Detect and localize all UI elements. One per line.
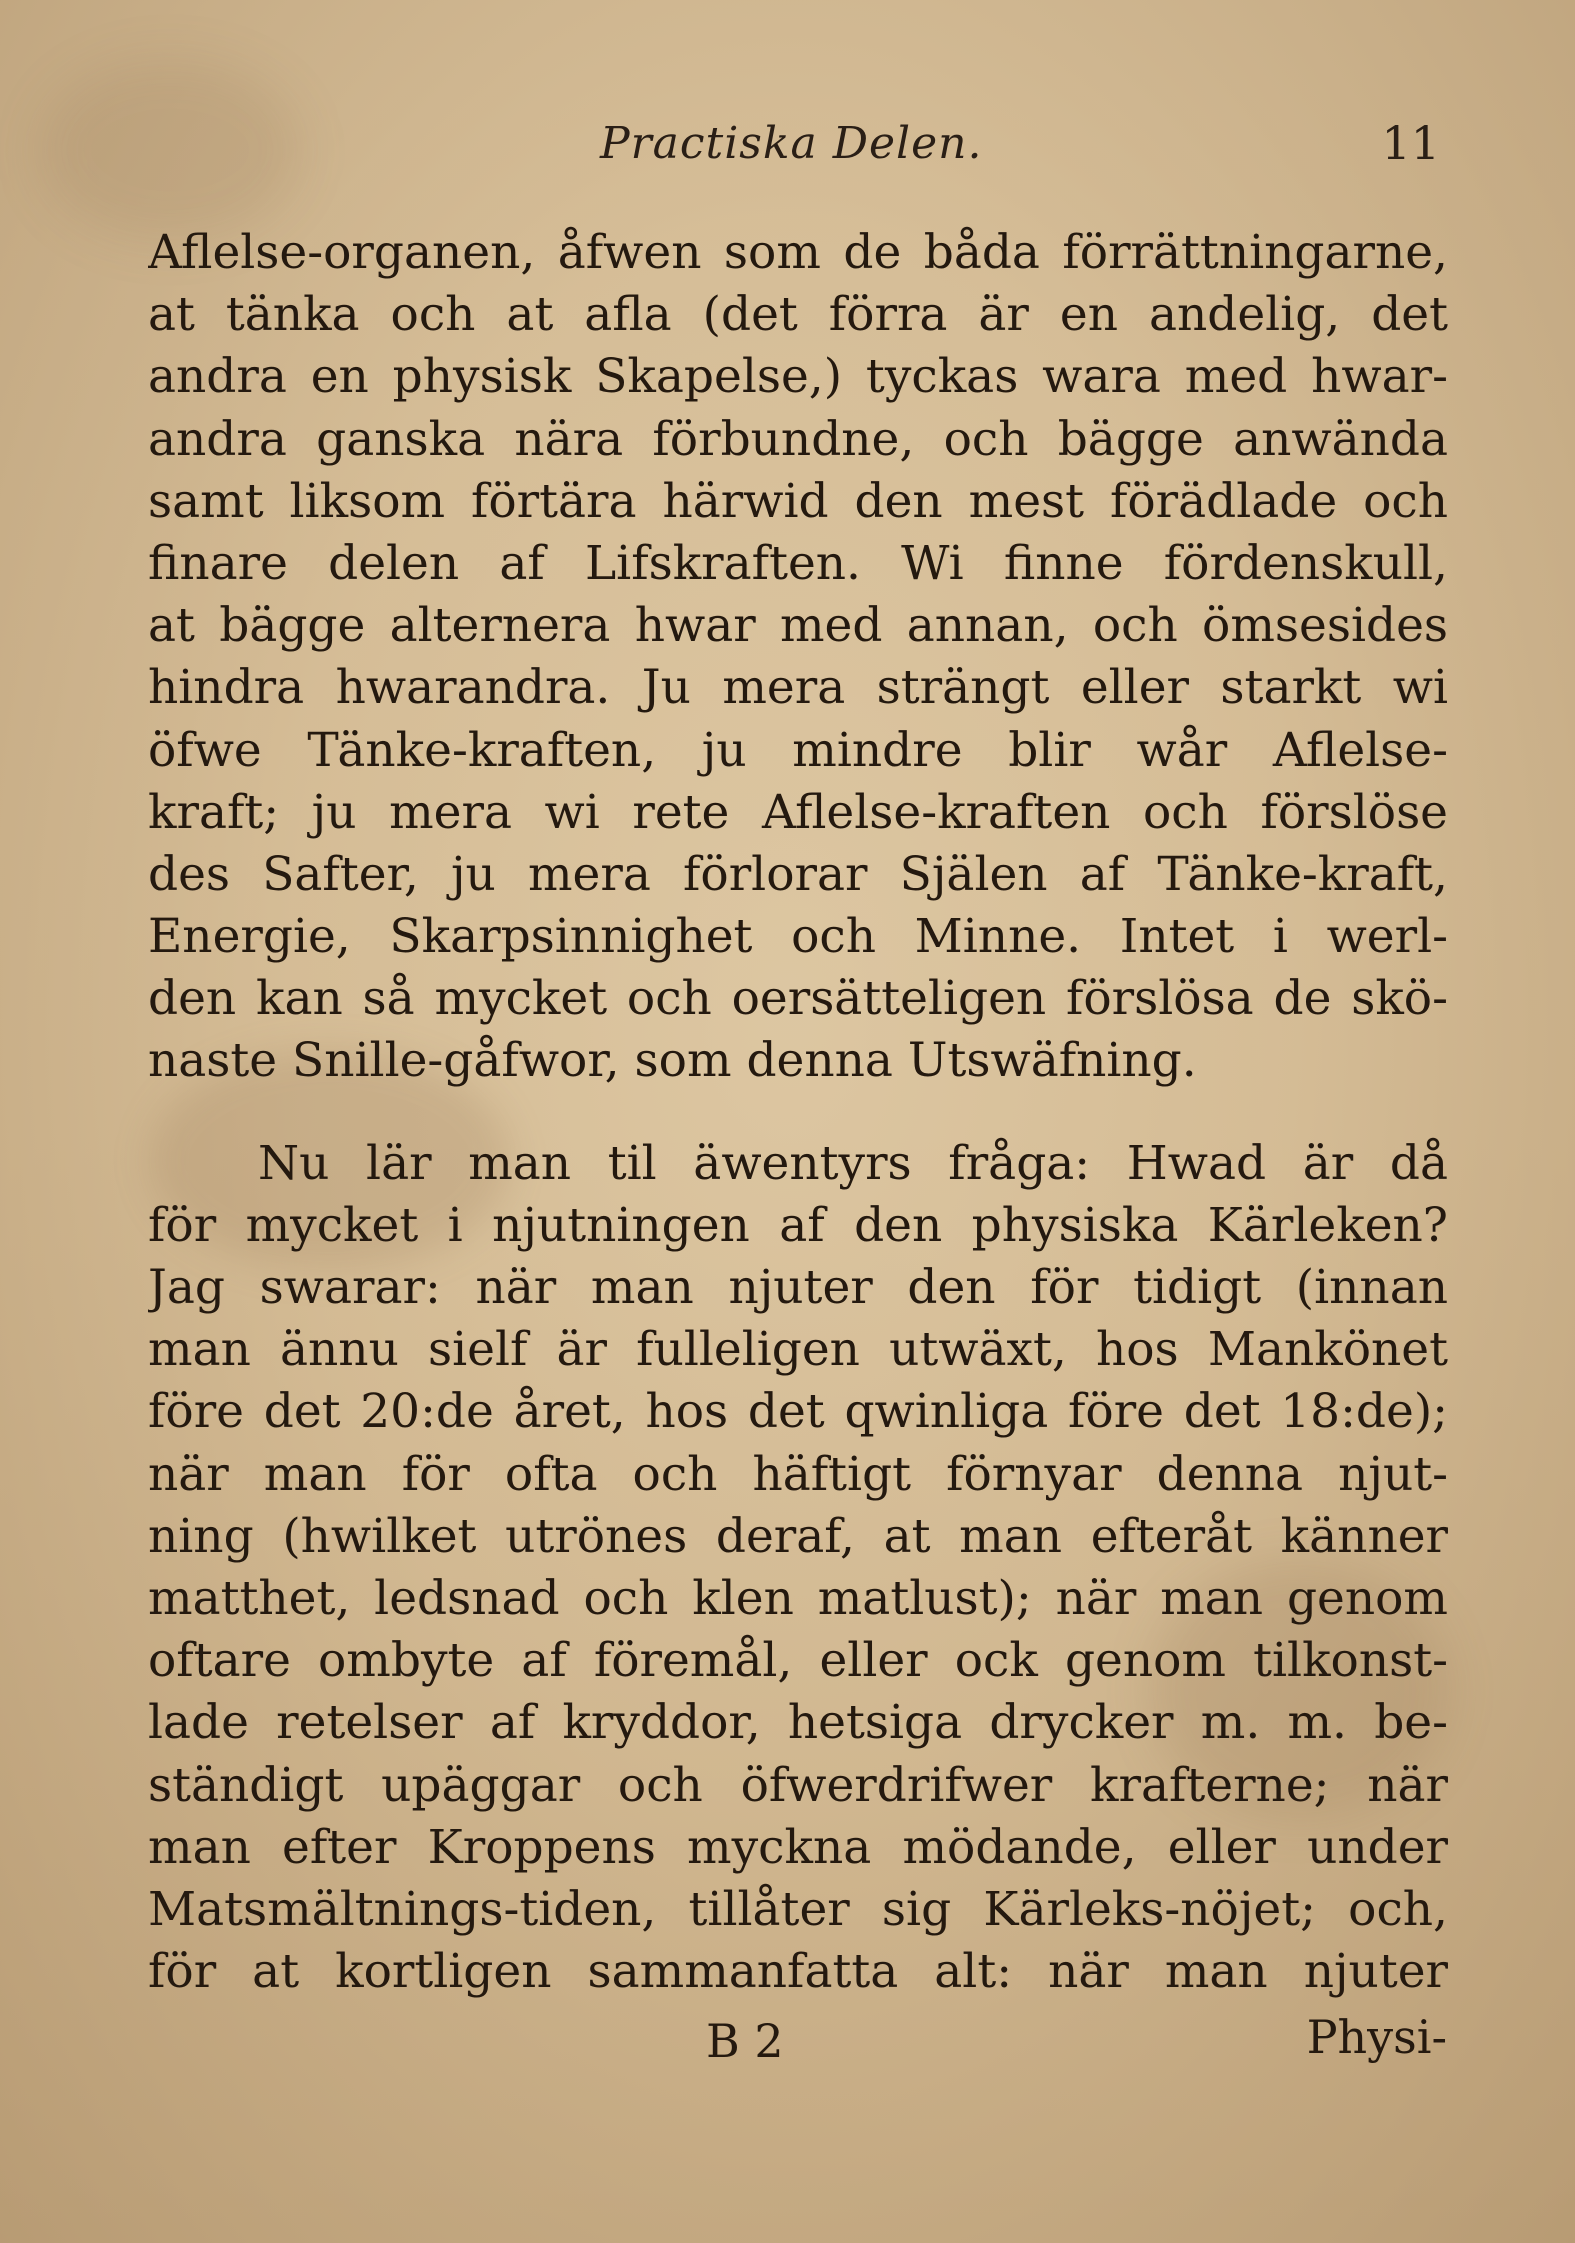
signature-mark: B 2 xyxy=(706,2014,784,2068)
text-line: at bägge alternera hwar med annan, och ömsesides xyxy=(148,598,1448,654)
text-line: Matsmältnings-tiden, tillåter sig Kärleks-nöjet; och, xyxy=(148,1881,1448,1937)
paragraph-gap xyxy=(148,1093,1448,1133)
text-line: matthet, ledsnad och klen matlust); när man genom xyxy=(148,1570,1448,1626)
text-line: Nu lär man til äwentyrs fråga: Hwad är då xyxy=(258,1135,1448,1191)
text-line: oftare ombyte af föremål, eller ock genom tilkonst- xyxy=(148,1633,1448,1689)
text-line: den kan så mycket och oersätteligen förslösa de skö- xyxy=(148,971,1448,1027)
running-head-title: Practiska Delen. xyxy=(600,118,983,169)
text-line: des Safter, ju mera förlorar Själen af Tänke-kraft, xyxy=(148,846,1448,902)
text-line: ständigt upäggar och öfwerdrifwer krafterne; när xyxy=(148,1757,1448,1813)
text-line: man ännu sielf är fulleligen utwäxt, hos Mankönet xyxy=(148,1322,1448,1378)
catchword: Physi- xyxy=(1306,2010,1447,2064)
text-line: Jag swarar: när man njuter den för tidigt (innan xyxy=(148,1260,1448,1315)
text-line: samt liksom förtära härwid den mest förädlade och xyxy=(148,473,1448,529)
text-line: andra ganska nära förbundne, och bägge anwända xyxy=(148,411,1448,467)
text-line: kraft; ju mera wi rete Aflelse-kraften och förslöse xyxy=(148,784,1448,840)
text-line: Aflelse-organen, åfwen som de båda förrättningarne, xyxy=(148,225,1448,280)
text-line: lade retelser af kryddor, hetsiga drycker m. m. be- xyxy=(148,1695,1448,1751)
text-line: hindra hwarandra. Ju mera strängt eller starkt wi xyxy=(148,660,1448,716)
running-head xyxy=(150,110,1440,180)
text-line: naste Snille-gåfwor, som denna Utswäfning. xyxy=(148,1033,1197,1089)
text-line: finare delen af Lifskraften. Wi finne fördenskull, xyxy=(148,535,1448,591)
text-line: när man för ofta och häftigt förnyar denna njut- xyxy=(148,1446,1448,1502)
page-number: 11 xyxy=(1381,116,1440,170)
text-line: at tänka och at afla (det förra är en andelig, det xyxy=(148,287,1448,343)
text-line: öfwe Tänke-kraften, ju mindre blir wår Aflelse- xyxy=(148,722,1448,778)
body-text xyxy=(148,222,1448,2003)
text-line: Energie, Skarpsinnighet och Minne. Intet i werl- xyxy=(148,909,1448,965)
text-line: före det 20:de året, hos det qwinliga före det 18:de); xyxy=(148,1384,1448,1440)
text-line: andra en physisk Skapelse,) tyckas wara med hwar- xyxy=(148,349,1448,405)
text-line: för mycket i njutningen af den physiska Kärleken? xyxy=(148,1197,1448,1253)
text-line: ning (hwilket utrönes deraf, at man efteråt känner xyxy=(148,1508,1448,1564)
text-line: för at kortligen sammanfatta alt: när man njuter xyxy=(148,1944,1448,2000)
text-line: man efter Kroppens myckna mödande, eller under xyxy=(148,1819,1448,1875)
